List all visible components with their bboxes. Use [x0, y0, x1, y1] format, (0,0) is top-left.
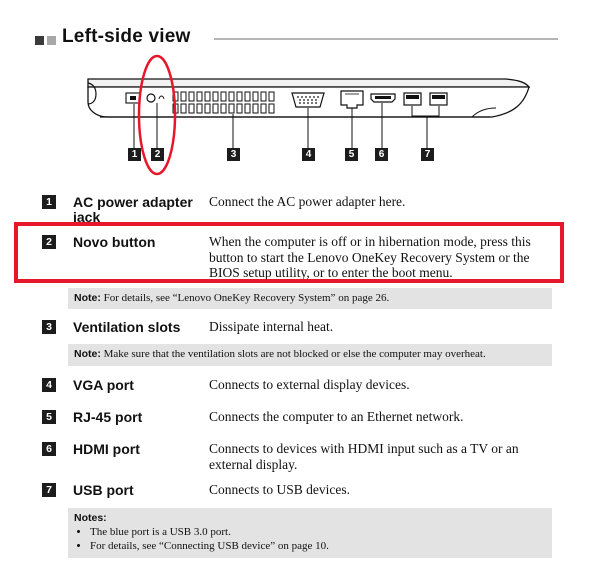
note-box-ventilation: [68, 344, 552, 366]
note-bullet: • The blue port is a USB 3.0 port.: [90, 525, 546, 539]
item-description: Connects to devices with HDMI input such as a TV or an external display.: [209, 441, 519, 472]
item-number: 6: [42, 442, 56, 456]
callout-7: 7: [421, 148, 434, 161]
item-number: 3: [42, 320, 56, 334]
note-label: Note:: [74, 292, 101, 304]
note-box-novo: [68, 288, 552, 309]
item-name: HDMI port: [73, 441, 140, 457]
item-name: Novo button: [73, 234, 156, 250]
item-number: 7: [42, 483, 56, 497]
note-text: Make sure that the ventilation slots are not blocked or else the computer may overheat.: [103, 348, 486, 360]
vga-port-icon: [292, 93, 324, 107]
note-bullet: • For details, see “Connecting USB device” on page 10.: [90, 539, 546, 553]
item-name: USB port: [73, 482, 134, 498]
item-number: 4: [42, 378, 56, 392]
note-label: Note:: [74, 348, 101, 360]
callout-4: 4: [302, 148, 315, 161]
item-description: When the computer is off or in hibernation mode, press this button to start the Lenovo OneKey Recovery System or the BIOS setup utility, or to enter the boot menu.: [209, 234, 531, 280]
ac-jack-icon: [126, 93, 140, 103]
item-description: Connect the AC power adapter here.: [209, 194, 406, 209]
callout-1: 1: [128, 148, 141, 161]
note-label: Notes:: [74, 512, 107, 524]
item-number: 2: [42, 235, 56, 249]
item-description: Dissipate internal heat.: [209, 319, 334, 334]
hdmi-port-icon: [371, 94, 395, 102]
item-number: 1: [42, 195, 56, 209]
note-bullet-list: [74, 525, 546, 553]
note-box-usb: [68, 508, 552, 558]
item-name: RJ-45 port: [73, 409, 143, 425]
callout-6: 6: [375, 148, 388, 161]
callout-3: 3: [227, 148, 240, 161]
item-name: VGA port: [73, 377, 134, 393]
note-text: For details, see “Lenovo OneKey Recovery System” on page 26.: [103, 292, 390, 304]
section-title: Left-side view: [62, 26, 191, 47]
item-description: Connects to USB devices.: [209, 482, 350, 497]
item-description: Connects the computer to an Ethernet network.: [209, 409, 464, 424]
item-name: AC power adapter jack: [73, 194, 193, 225]
item-name: Ventilation slots: [73, 319, 181, 335]
callout-2: 2: [151, 148, 164, 161]
item-number: 5: [42, 410, 56, 424]
item-description: Connects to external display devices.: [209, 377, 410, 392]
callout-5: 5: [345, 148, 358, 161]
rj45-port-icon: [341, 91, 363, 108]
